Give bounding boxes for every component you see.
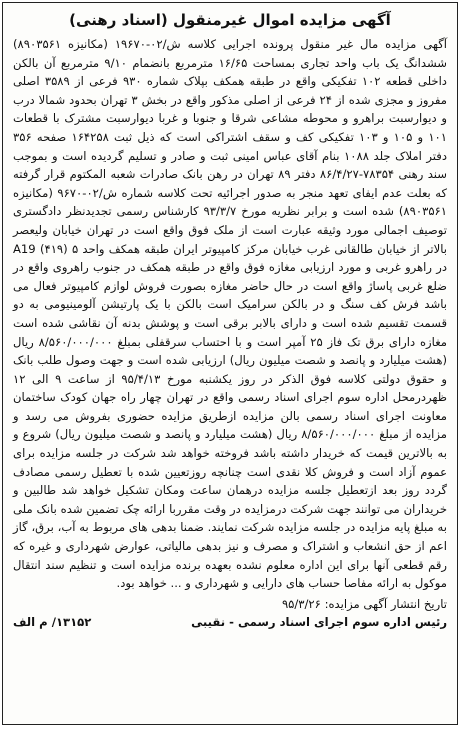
ad-code: ۱۳۱۵۲/ م الف bbox=[13, 615, 92, 630]
signatory: رئیس اداره سوم اجرای اسناد رسمی - نقیبی bbox=[191, 615, 447, 630]
notice-title: آگهی مزایده اموال غیرمنقول (اسناد رهنی) bbox=[69, 11, 391, 29]
publish-date: تاریخ انتشار آگهی مزایده: ۹۵/۳/۲۶ bbox=[281, 596, 447, 611]
signature-line bbox=[13, 613, 447, 632]
notice-body: آگهی مزایده مال غیر منقول پرونده اجرایی کلاسه ش/۰۲-۱۹۶۷۰ (مکانیزه ۸۹۰۳۵۶۱) ششدانگ یک باب واحد تجاری بمساحت ۱۶/۶۵ مترمربع بانضمام ۹/۱۰ مترمربع آن بالکن داخلی قطعه ۱۰۲ تفکیکی واقع در طبقه همکف بپلاک شماره ۹۳۰ فرعی از ۳۵۸۹ اصلی مفروز و مجزی شده از ۲۴ فرعی از اصلی مذکور واقع در بخش ۳ تهران بحدود شمالا درب و دیوارسبت براهرو و محوطه مشاعی شرقا و جنوبا و غربا دیوارسبت مشترک با قطعات ۱۰۱ و ۱۰۵ و ۱۰۳ تفکیکی کف و سقف اشتراکی است که ذیل ثبت ۱۶۴۲۵۸ صفحه ۳۵۶ دفتر املاک جلد ۱۰۸۸ بنام آقای عباس امینی ثبت و صادر و تسلیم گردیده است و بموجب سند رهنی ۷۸۳۵۴-۸۶/۴/۲۷ دفتر ۸۹ تهران در رهن بانک صادرات شعبه المکتوم قرار گرفته که بعلت عدم ایفای تعهد منجر به صدور اجرائیه تحت کلاسه شماره ش/۰۲-۹۶۷۰ (مکانیزه ۸۹۰۳۵۶۱) شده است و برابر نظریه مورخ ۹۳/۳/۷ کارشناس رسمی تجدیدنظر دادگستری توصیف اجمالی مورد وثیقه عبارت است از ملک فوق واقع است در تهران خیابان ولیعصر بالاتر از خیابان طالقانی غرب خیابان مرکز کامپیوتر ایران طبقه همکف واحد ۵ (۴۱۹) A19 در راهرو غربی و مورد ارزیابی مغازه فوق واقع در طبقه همکف در جنوب راهروی واقع در ضلع غربی پاساژ واقع است در حال حاضر مغازه بصورت فروش لوازم کامپیوتر فعال می باشد فرش کف سنگ و در بالکن سرامیک است بالکن با یک پارتیشن آلومینیومی به دو قسمت تقسیم شده است و دارای بالابر برقی است و پوشش بدنه آن نقاشی شده است مغازه دارای برق تک فاز ۲۵ آمپر است و با احتساب سرقفلی بمبلغ ۸/۵۶۰/۰۰۰/۰۰۰ ریال (هشت میلیارد و پانصد و شصت میلیون ریال) ارزیابی شده است و جهت وصول طلب بانک و حقوق دولتی کلاسه فوق الذکر در روز یکشنبه مورخ ۹۵/۴/۱۳ از ساعت ۹ الی ۱۲ ظهردرمحل اداره سوم اجرای اسناد رسمی واقع در تهران چهار راه جهان کودک ساختمان معاونت اجرای اسناد رسمی بالن مزایده ازطریق مزایده حضوری بفروش می رسد و مزایده از مبلغ ۸/۵۶۰/۰۰۰/۰۰۰ ریال (هشت میلیارد و پانصد و شصت میلیون ریال) شروع و به بالاترین قیمت که خریدار داشته باشد فروخته خواهد شد شرکت در جلسه مزایده برای عموم آزاد است و فروش کلا نقدی است چنانچه روزتعیین شده با تعطیل رسمی مصادف گردد روز بعد ازتعطیل جلسه مزایده درهمان ساعت ومکان تشکیل خواهد شد طالبین و خریداران می توانند جهت شرکت درمزایده در وقت مقرربا ارائه چک تضمین شده بانک ملی به مبلغ پایه مزایده در جلسه مزایده شرکت نمایند. ضمنا بدهی های مربوط به آب، برق، گاز اعم از حق انشعاب و اشتراک و مصرف و نیز بدهی مالیاتی، عوارض شهرداری و غیره که رقم قطعی آنها برای این اداره معلوم نشده بعهده برنده مزایده است و تنظیم سند انتقال موکول به ارائه مفاصا حساب های دارایی و شهرداری و ... خواهد بود. bbox=[13, 37, 448, 591]
auction-notice bbox=[2, 2, 458, 725]
notice-footer bbox=[13, 595, 447, 632]
